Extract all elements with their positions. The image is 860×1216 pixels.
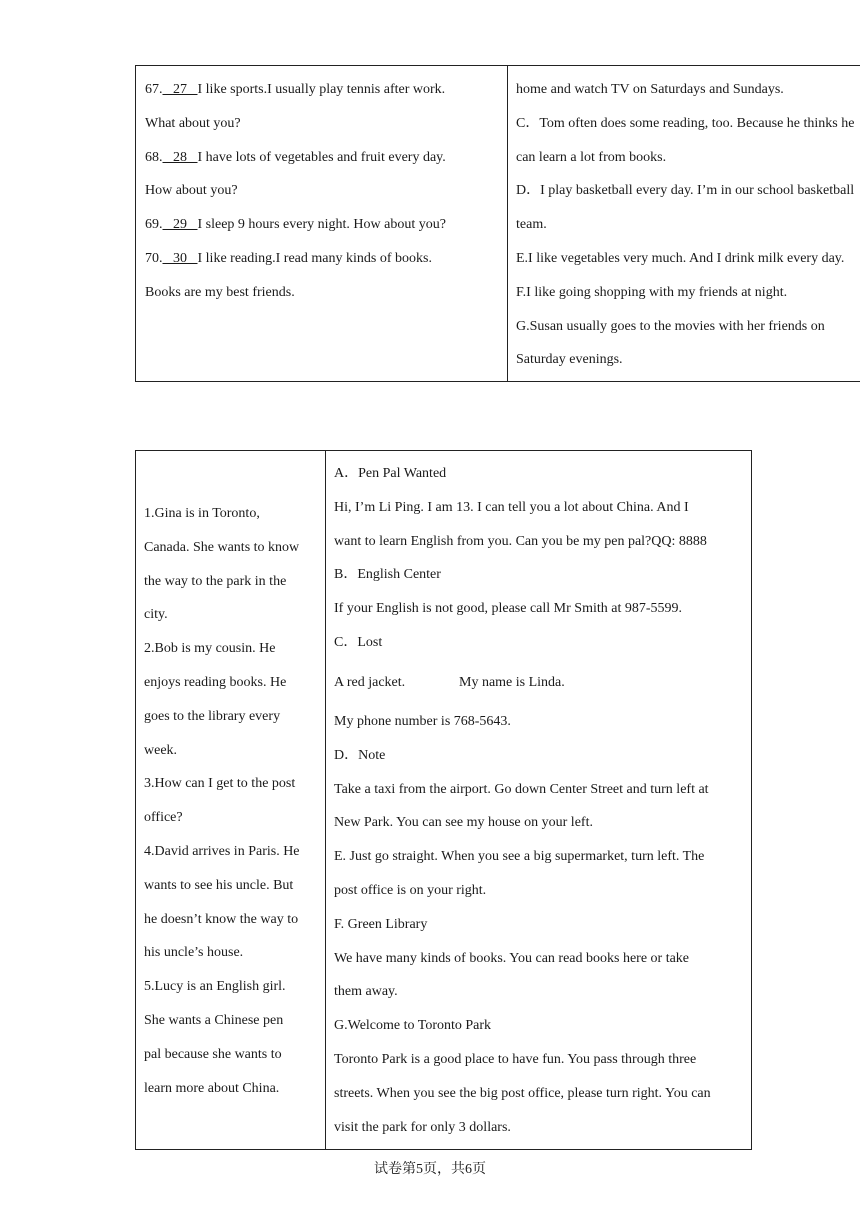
option-line: C．Tom often does some reading, too. Because he thinks he — [516, 115, 855, 131]
option-line: can learn a lot from books. — [516, 149, 667, 165]
answer-blank: 29 — [162, 217, 198, 233]
description-line: pal because she wants to — [144, 1046, 282, 1062]
answer-blank: 27 — [162, 82, 198, 97]
notice-line: want to learn English from you. Can you be my pen pal?QQ: 8888 — [334, 533, 707, 549]
matching-table-1 — [135, 65, 860, 382]
notice-line: New Park. You can see my house on your left. — [334, 815, 593, 831]
notice-line: C．Lost — [334, 635, 383, 650]
description-line: week. — [144, 742, 178, 758]
notice-line: Hi, I’m Li Ping. I am 13. I can tell you a lot about China. And I — [334, 499, 689, 515]
page-footer: 试卷第5页，共6页 — [374, 1162, 486, 1177]
question-line — [145, 148, 446, 168]
question-text: What about you? — [145, 115, 241, 131]
option-line: G.Susan usually goes to the movies with her friends on — [516, 318, 825, 334]
notice-line: Toronto Park is a good place to have fun. You pass through three — [334, 1052, 697, 1067]
option-line: home and watch TV on Saturdays and Sundays. — [516, 82, 784, 97]
description-line: 4.David arrives in Paris. He — [144, 844, 300, 859]
option-line: D．I play basketball every day. I’m in our school basketball — [516, 183, 855, 199]
option-line: E.I like vegetables very much. And I drink milk every day. — [516, 251, 845, 266]
question-number: 67. — [145, 82, 163, 97]
notice-line: F. Green Library — [334, 916, 428, 932]
notice-line: streets. When you see the big post office, please turn right. You can — [334, 1085, 711, 1101]
notices-column — [326, 451, 751, 1149]
question-number: 70. — [145, 251, 163, 266]
description-line: 1.Gina is in Toronto, — [144, 506, 260, 521]
question-number: 69. — [145, 217, 163, 233]
description-line: his uncle’s house. — [144, 945, 244, 961]
notice-line: E. Just go straight. When you see a big supermarket, turn left. The — [334, 849, 705, 865]
notice-line: post office is on your right. — [334, 883, 487, 898]
question-text: I like sports.I usually play tennis after work. — [197, 82, 446, 97]
description-line: She wants a Chinese pen — [144, 1013, 284, 1028]
notice-line: Take a taxi from the airport. Go down Center Street and turn left at — [334, 781, 709, 797]
question-text: I sleep 9 hours every night. How about you? — [197, 217, 446, 233]
question-text: I like reading.I read many kinds of books. — [197, 251, 432, 266]
notice-line: visit the park for only 3 dollars. — [334, 1119, 511, 1135]
question-line — [145, 283, 295, 303]
question-line — [145, 114, 241, 134]
question-text: I have lots of vegetables and fruit every day. — [197, 149, 446, 165]
question-text: How about you? — [145, 183, 238, 199]
description-line: the way to the park in the — [144, 573, 287, 589]
question-number: 68. — [145, 149, 163, 165]
notice-line: My phone number is 768-5643. — [334, 714, 511, 729]
answer-blank: 28 — [162, 149, 198, 165]
options-column — [508, 66, 860, 381]
question-line — [145, 215, 446, 235]
notice-line: D．Note — [334, 747, 386, 763]
notice-line: them away. — [334, 984, 398, 1000]
description-line: enjoys reading books. He — [144, 675, 287, 690]
lost-name-line: My name is Linda. — [459, 675, 565, 690]
description-line: city. — [144, 607, 168, 623]
question-line — [145, 181, 238, 201]
notice-line: If your English is not good, please call Mr Smith at 987-5599. — [334, 601, 683, 617]
matching-table-2 — [135, 450, 752, 1150]
people-column — [136, 451, 325, 1149]
question-line — [145, 249, 432, 269]
lost-item-line: A red jacket. — [334, 675, 406, 690]
description-line: office? — [144, 810, 183, 826]
option-line: F.I like going shopping with my friends at night. — [516, 284, 788, 300]
description-line: goes to the library every — [144, 708, 281, 724]
description-line: 5.Lucy is an English girl. — [144, 979, 286, 995]
option-line: Saturday evenings. — [516, 352, 623, 368]
description-line: 2.Bob is my cousin. He — [144, 641, 276, 657]
questions-column — [136, 66, 507, 381]
question-text: Books are my best friends. — [145, 284, 295, 300]
notice-line: B．English Center — [334, 567, 441, 583]
option-line: team. — [516, 217, 547, 233]
description-line: learn more about China. — [144, 1080, 280, 1096]
notice-line: We have many kinds of books. You can read books here or take — [334, 950, 690, 966]
description-line: Canada. She wants to know — [144, 539, 300, 555]
description-line: 3.How can I get to the post — [144, 776, 296, 792]
answer-blank: 30 — [162, 251, 198, 266]
notice-line: A．Pen Pal Wanted — [334, 466, 447, 481]
question-line — [145, 80, 445, 100]
notice-line: G.Welcome to Toronto Park — [334, 1018, 492, 1034]
description-line: wants to see his uncle. But — [144, 877, 294, 893]
description-line: he doesn’t know the way to — [144, 911, 299, 927]
